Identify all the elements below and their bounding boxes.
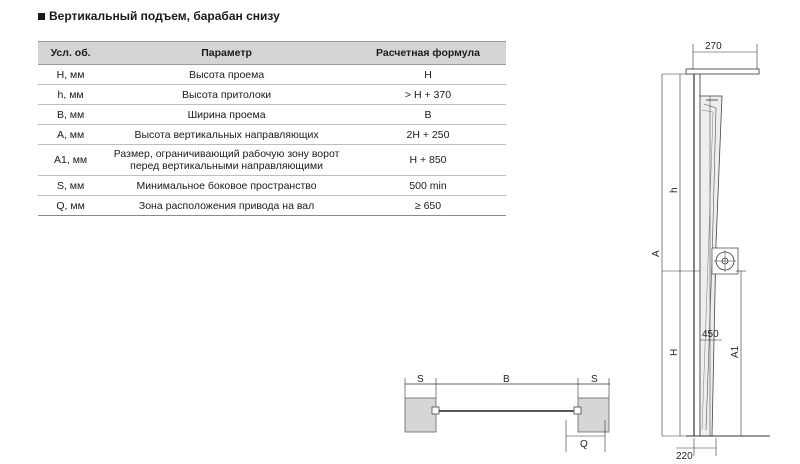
- row-parameter: Высота притолоки: [103, 85, 350, 105]
- row-parameter: Размер, ограничивающий рабочую зону ворот перед вертикальными направляющими: [103, 145, 350, 176]
- row-formula: 500 min: [350, 176, 506, 196]
- side-label-a: A: [651, 250, 662, 257]
- side-view-drawing: [662, 44, 770, 456]
- header-parameter: Параметр: [103, 42, 350, 65]
- plan-label-s-right: S: [591, 374, 598, 385]
- side-label-h-upper: H: [669, 348, 680, 356]
- section-title-text: Вертикальный подъем, барабан снизу: [49, 9, 280, 23]
- row-formula: B: [350, 105, 506, 125]
- row-symbol: H, мм: [38, 65, 103, 85]
- side-label-270: 270: [705, 41, 722, 52]
- row-symbol: A1, мм: [38, 145, 103, 176]
- row-symbol: h, мм: [38, 85, 103, 105]
- row-formula: H: [350, 65, 506, 85]
- side-label-450: 450: [702, 329, 719, 340]
- row-symbol: B, мм: [38, 105, 103, 125]
- row-symbol: S, мм: [38, 176, 103, 196]
- row-formula: > H + 370: [350, 85, 506, 105]
- header-symbol: Усл. об.: [38, 42, 103, 65]
- row-parameter: Зона расположения привода на вал: [103, 196, 350, 216]
- side-label-a1: A1: [730, 345, 741, 358]
- plan-label-s-left: S: [417, 374, 424, 385]
- side-label-h: h: [669, 187, 680, 193]
- plan-label-q: Q: [580, 439, 588, 450]
- row-parameter: Высота проема: [103, 65, 350, 85]
- plan-label-b: B: [503, 374, 510, 385]
- row-symbol: Q, мм: [38, 196, 103, 216]
- row-parameter: Высота вертикальных направляющих: [103, 125, 350, 145]
- row-parameter: Ширина проема: [103, 105, 350, 125]
- row-formula: ≥ 650: [350, 196, 506, 216]
- row-formula: 2H + 250: [350, 125, 506, 145]
- row-formula: H + 850: [350, 145, 506, 176]
- row-parameter: Минимальное боковое пространство: [103, 176, 350, 196]
- header-formula: Расчетная формула: [350, 42, 506, 65]
- row-symbol: A, мм: [38, 125, 103, 145]
- side-label-220: 220: [676, 451, 693, 462]
